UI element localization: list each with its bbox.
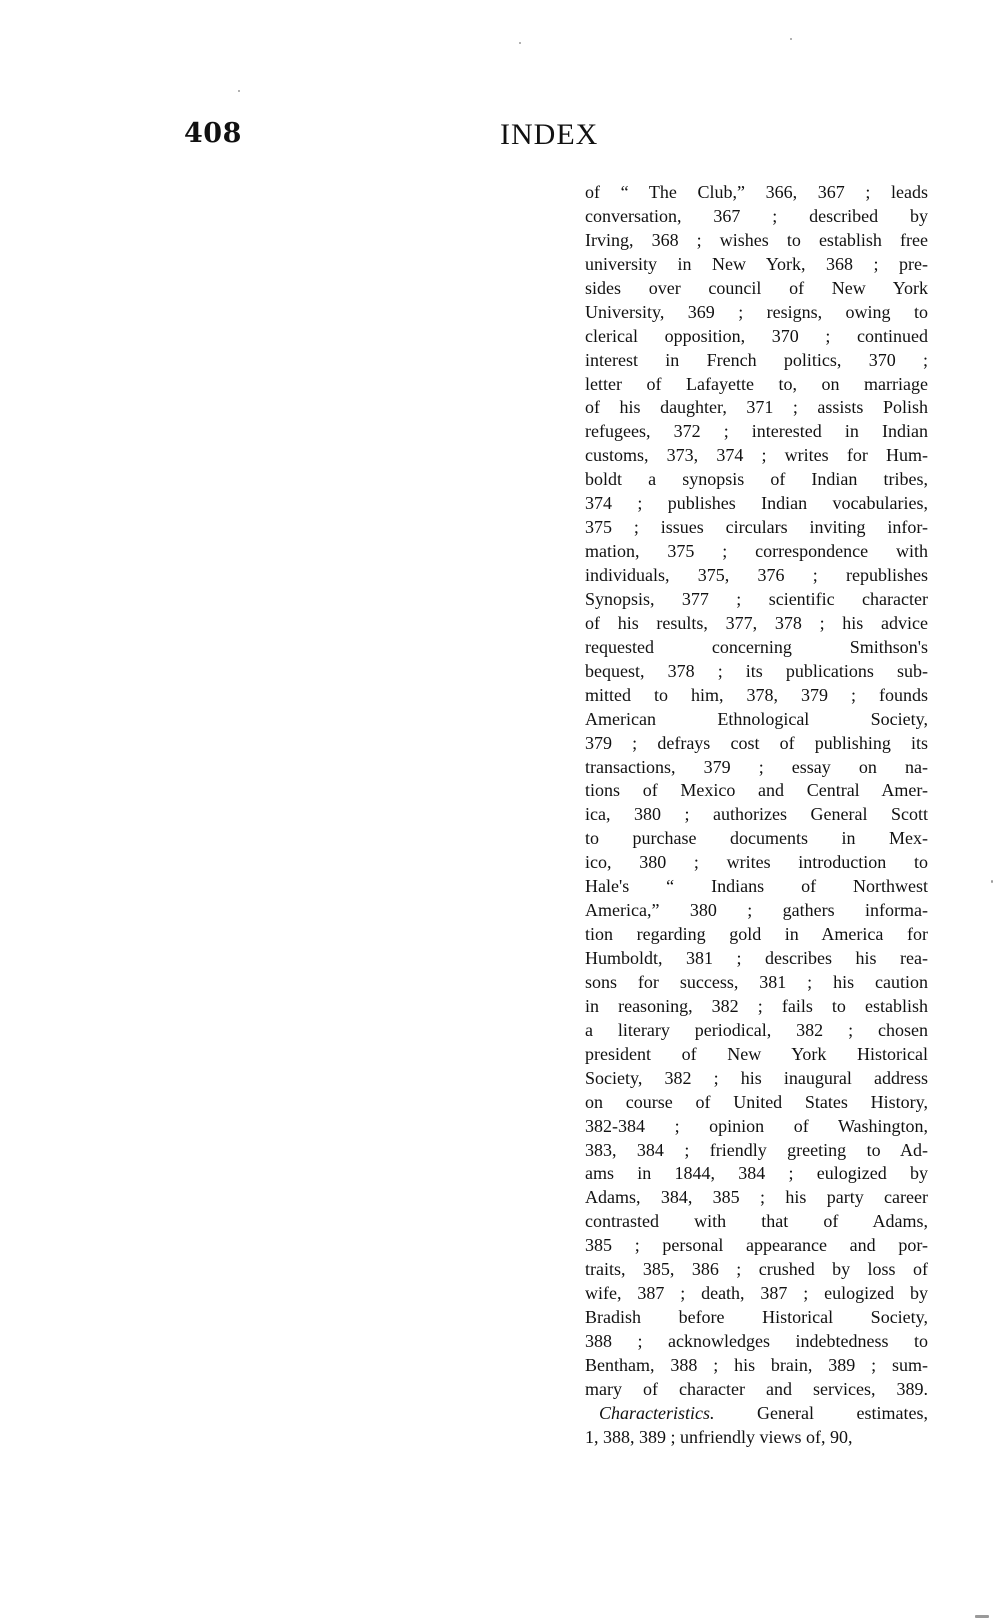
scan-speck bbox=[991, 880, 993, 883]
entry-line: letter of Lafayette to, on marriage bbox=[585, 373, 928, 394]
entry-line: Bentham, 388 ; his brain, 389 ; sum- bbox=[585, 1354, 928, 1375]
entry-line: boldt a synopsis of Indian tribes, bbox=[585, 469, 928, 490]
entry-line: 388 ; acknowledges indebtedness to bbox=[585, 1331, 928, 1351]
entry-line: individuals, 375, 376 ; republishes bbox=[585, 565, 928, 585]
entry-line: 375 ; issues circulars inviting infor- bbox=[585, 517, 928, 538]
entry-line: 379 ; defrays cost of publishing its bbox=[585, 732, 928, 753]
entry-line: customs, 373, 374 ; writes for Hum- bbox=[585, 445, 928, 466]
entry-line: sides over council of New York bbox=[585, 277, 928, 298]
entry-line: ams in 1844, 384 ; eulogized by bbox=[585, 1163, 928, 1184]
scan-speck bbox=[790, 38, 792, 40]
subentry-line bbox=[585, 1402, 928, 1426]
entry-line: mation, 375 ; correspondence with bbox=[585, 541, 928, 562]
entry-line: tions of Mexico and Central Amer- bbox=[585, 780, 928, 801]
subentry-label: Characteristics. bbox=[599, 1402, 715, 1423]
entry-line: contrasted with that of Adams, bbox=[585, 1211, 928, 1232]
index-column bbox=[585, 181, 928, 1450]
entry-line: of his daughter, 371 ; assists Polish bbox=[585, 397, 928, 418]
entry-line: Society, 382 ; his inaugural address bbox=[585, 1067, 928, 1088]
entry-line: Synopsis, 377 ; scientific character bbox=[585, 588, 928, 609]
entry-line: Adams, 384, 385 ; his party career bbox=[585, 1187, 928, 1208]
entry-line: mary of character and services, 389. bbox=[585, 1378, 928, 1399]
entry-line: bequest, 378 ; its publications sub- bbox=[585, 660, 928, 681]
entry-line: America,” 380 ; gathers informa- bbox=[585, 900, 928, 921]
entry-line: ico, 380 ; writes introduction to bbox=[585, 852, 928, 873]
entry-line: university in New York, 368 ; pre- bbox=[585, 253, 928, 274]
entry-line: refugees, 372 ; interested in Indian bbox=[585, 421, 928, 442]
entry-line: 374 ; publishes Indian vocabularies, bbox=[585, 493, 928, 514]
entry-line: Humboldt, 381 ; describes his rea- bbox=[585, 948, 928, 968]
entry-line: 382-384 ; opinion of Washington, bbox=[585, 1115, 928, 1136]
entry-line: in reasoning, 382 ; fails to establish bbox=[585, 995, 928, 1016]
entry-line: conversation, 367 ; described by bbox=[585, 205, 928, 226]
entry-line: traits, 385, 386 ; crushed by loss of bbox=[585, 1259, 928, 1280]
entry-line: requested concerning Smithson's bbox=[585, 636, 928, 657]
entry-line: University, 369 ; resigns, owing to bbox=[585, 301, 928, 322]
entry-line: tion regarding gold in America for bbox=[585, 924, 928, 945]
entry-line: of “ The Club,” 366, 367 ; leads bbox=[585, 182, 928, 202]
page-number: 408 bbox=[184, 118, 242, 149]
entry-line: Hale's “ Indians of Northwest bbox=[585, 876, 928, 897]
entry-line: mitted to him, 378, 379 ; founds bbox=[585, 684, 928, 705]
entry-line: clerical opposition, 370 ; continued bbox=[585, 325, 928, 346]
entry-line: on course of United States History, bbox=[585, 1091, 928, 1112]
entry-line: American Ethnological Society, bbox=[585, 708, 928, 729]
entry-line: wife, 387 ; death, 387 ; eulogized by bbox=[585, 1283, 928, 1304]
entry-line: Bradish before Historical Society, bbox=[585, 1307, 928, 1328]
entry-line: sons for success, 381 ; his caution bbox=[585, 971, 928, 992]
entry-line: 385 ; personal appearance and por- bbox=[585, 1235, 928, 1256]
entry-line: a literary periodical, 382 ; chosen bbox=[585, 1019, 928, 1040]
subentry-line: 1, 388, 389 ; unfriendly views of, 90, bbox=[585, 1426, 853, 1447]
entry-line: interest in French politics, 370 ; bbox=[585, 349, 928, 370]
running-head-title: INDEX bbox=[500, 118, 599, 151]
entry-line: transactions, 379 ; essay on na- bbox=[585, 756, 928, 777]
scan-speck bbox=[519, 42, 521, 44]
subentry-text: General estimates, bbox=[714, 1402, 928, 1423]
scan-speck bbox=[238, 90, 240, 92]
entry-line: ica, 380 ; authorizes General Scott bbox=[585, 804, 928, 825]
scan-speck bbox=[975, 1615, 989, 1618]
entry-line: of his results, 377, 378 ; his advice bbox=[585, 612, 928, 633]
entry-line: Irving, 368 ; wishes to establish free bbox=[585, 229, 928, 250]
entry-line: president of New York Historical bbox=[585, 1043, 928, 1064]
entry-line: 383, 384 ; friendly greeting to Ad- bbox=[585, 1139, 928, 1160]
entry-line: to purchase documents in Mex- bbox=[585, 828, 928, 849]
index-entry bbox=[585, 181, 928, 1402]
